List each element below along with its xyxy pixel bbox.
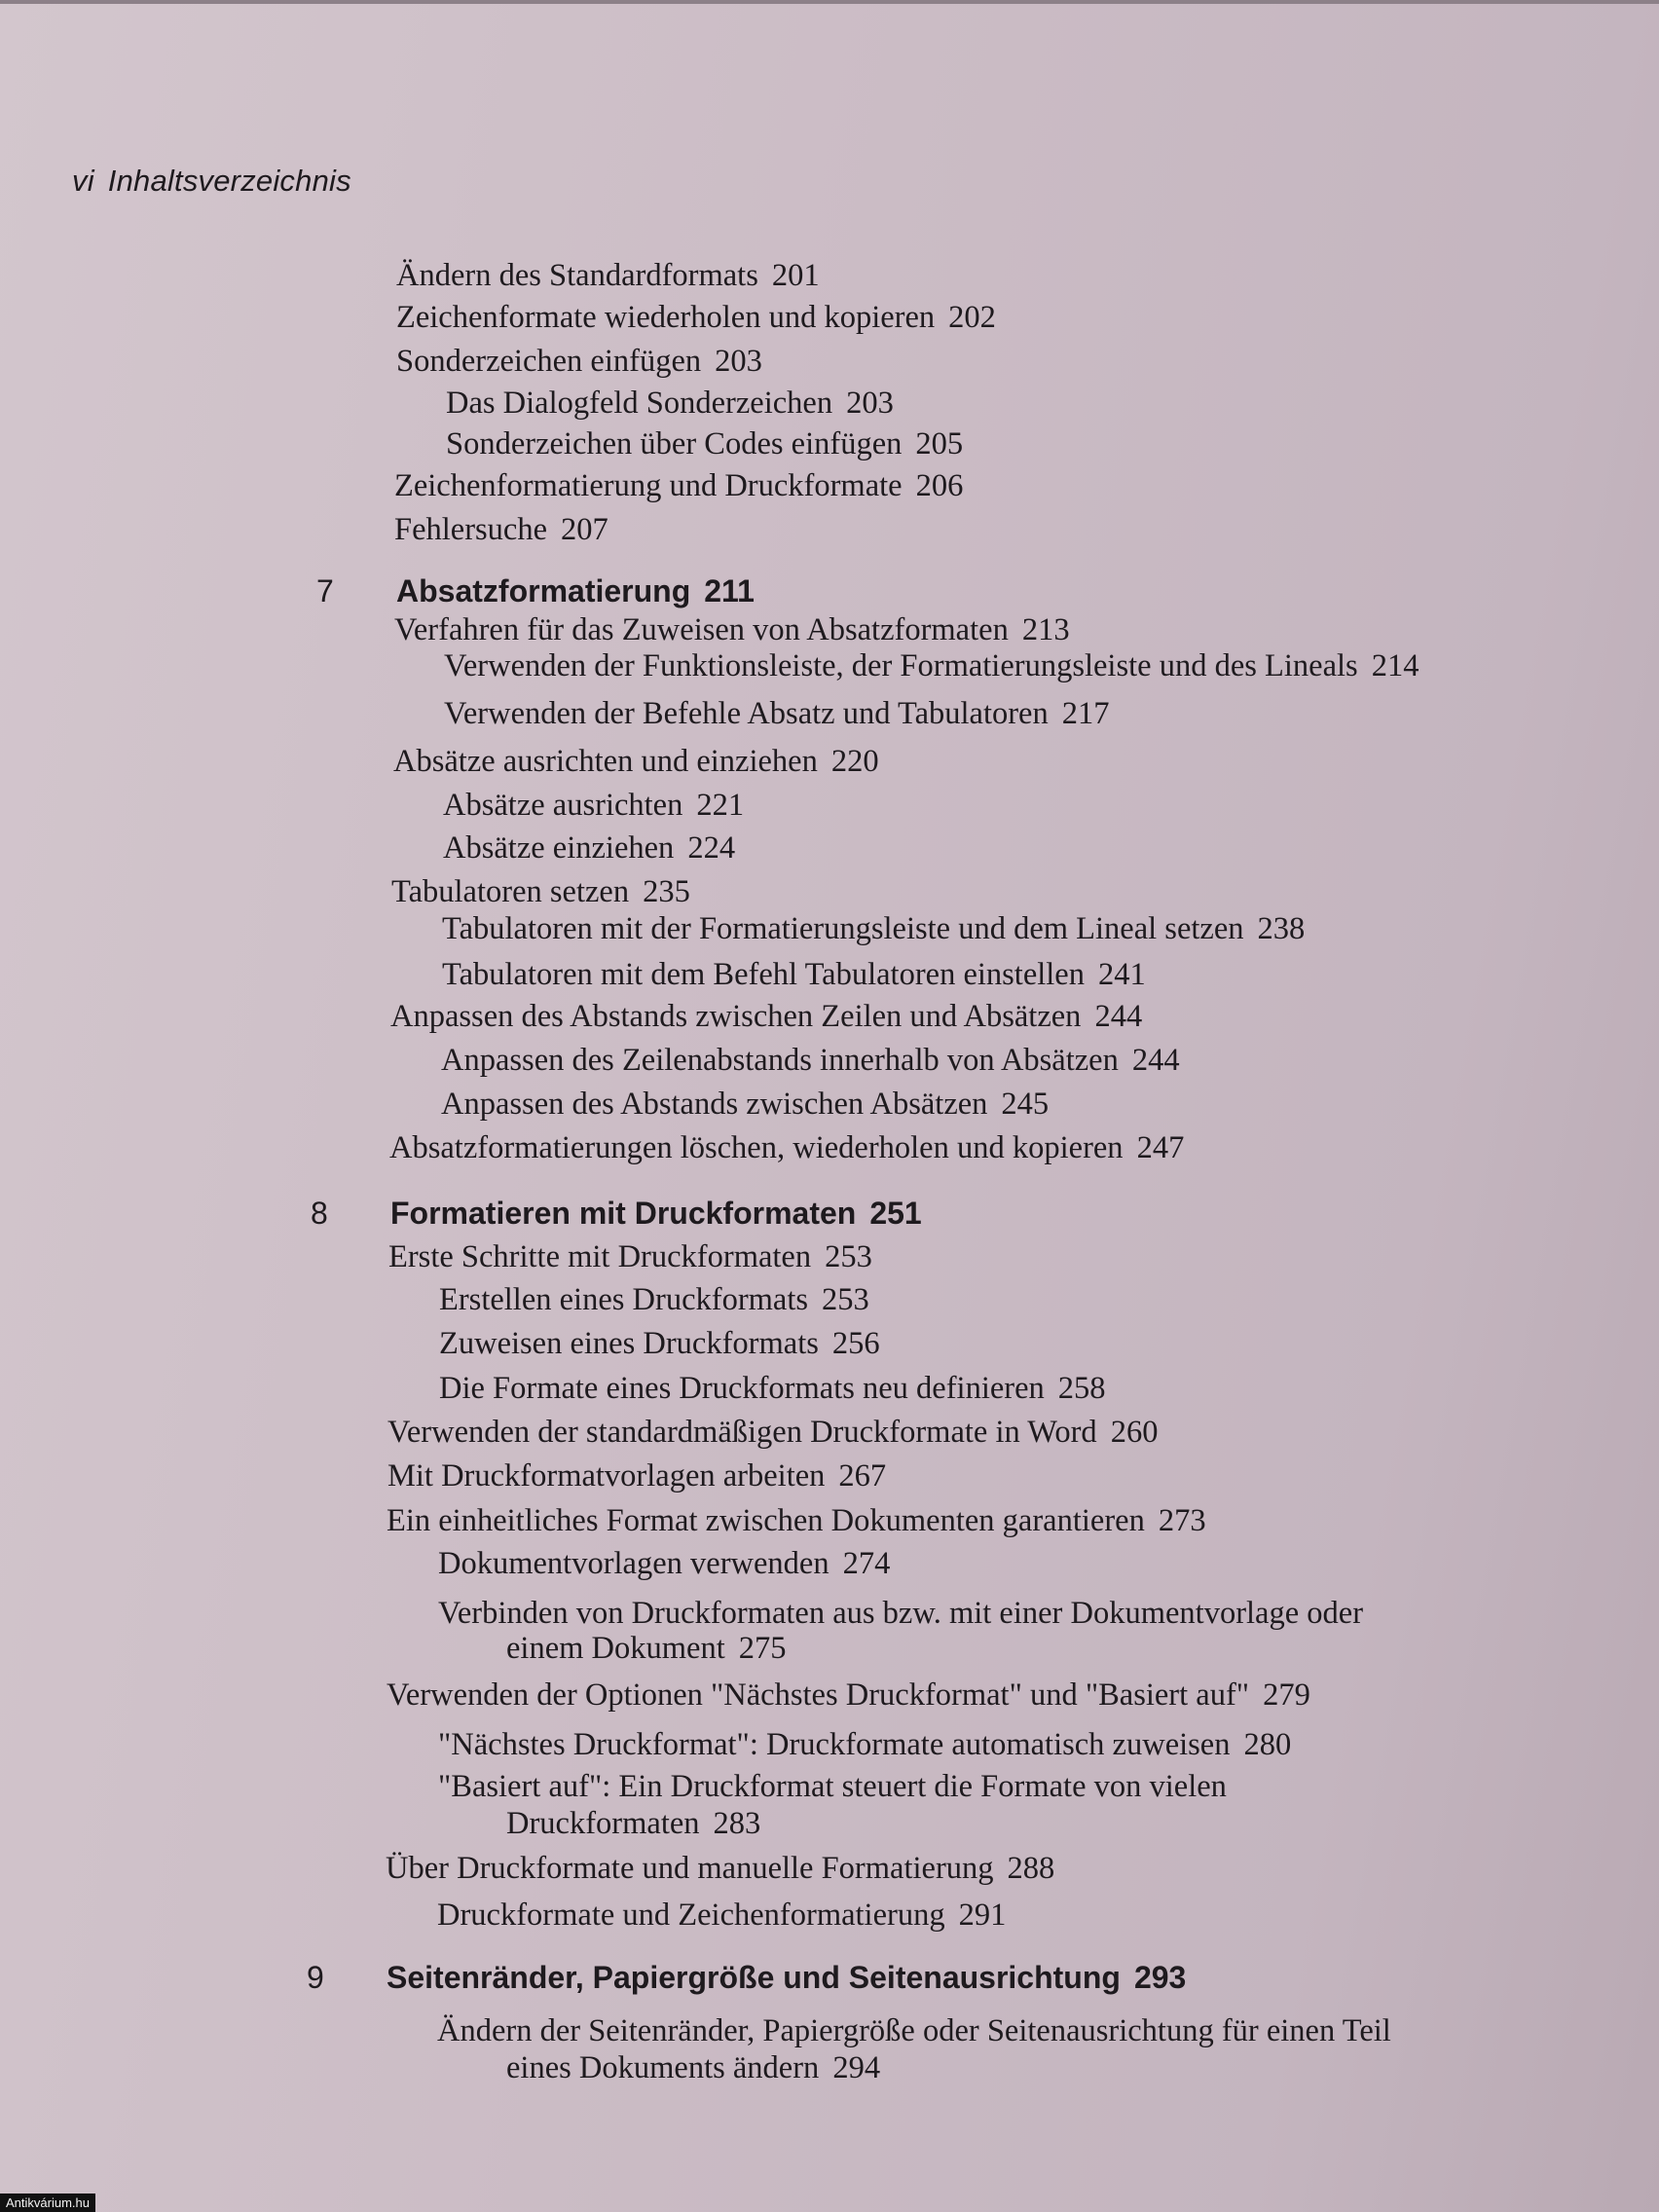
toc-entry-text: Tabulatoren setzen — [391, 874, 630, 909]
toc-entry-text: Sonderzeichen einfügen — [396, 344, 702, 379]
toc-entry-page: 217 — [1061, 696, 1110, 731]
chapter-page: 251 — [869, 1196, 922, 1231]
toc-entry-page: 221 — [696, 788, 745, 823]
toc-entry-text: Ein einheitliches Format zwischen Dokumenten garantieren — [387, 1503, 1145, 1538]
toc-entry — [441, 1086, 1049, 1123]
toc-entry-page: 274 — [842, 1546, 891, 1581]
toc-entry-page: 241 — [1097, 957, 1146, 992]
toc-entry-text: Tabulatoren mit dem Befehl Tabulatoren einstellen — [442, 957, 1085, 992]
toc-entry-page: 207 — [561, 512, 608, 547]
toc-entry-page: 244 — [1094, 999, 1143, 1034]
toc-entry-page: 201 — [771, 258, 820, 293]
toc-entry-text: "Basiert auf": Ein Druckformat steuert die Formate von vielen — [438, 1769, 1227, 1804]
toc-entry — [438, 1726, 1291, 1763]
toc-entry-page: 224 — [687, 830, 736, 866]
toc-entry-text: Die Formate eines Druckformats neu definieren — [439, 1371, 1045, 1406]
toc-entry — [388, 1238, 872, 1275]
toc-entry-page: 253 — [822, 1282, 869, 1317]
toc-entry-text: Zuweisen eines Druckformats — [439, 1326, 819, 1361]
toc-entry-text: Anpassen des Abstands zwischen Absätzen — [441, 1087, 988, 1122]
toc-entry — [387, 1502, 1206, 1539]
chapter-page: 211 — [704, 573, 755, 608]
toc-entry-page: 205 — [915, 426, 964, 461]
toc-entry-text: Absätze ausrichten und einziehen — [393, 744, 818, 779]
toc-entry — [438, 1595, 1377, 1632]
toc-entry-page: 214 — [1371, 648, 1419, 683]
page-number-roman: vi — [72, 164, 94, 198]
toc-entry-page: 245 — [1001, 1087, 1050, 1122]
toc-entry-text: Erstellen eines Druckformats — [439, 1282, 809, 1317]
toc-entry-page: 247 — [1136, 1130, 1185, 1165]
toc-entry-text: "Nächstes Druckformat": Druckformate automatisch zuweisen — [438, 1727, 1231, 1762]
toc-entry-text: eines Dokuments ändern — [506, 2050, 820, 2085]
chapter-number: 8 — [311, 1196, 328, 1231]
toc-entry — [439, 1325, 880, 1362]
toc-entry-page: 203 — [846, 386, 894, 421]
chapter-heading-8 — [311, 1195, 922, 1232]
toc-entry-text: Absatzformatierungen löschen, wiederholen und kopieren — [389, 1130, 1124, 1165]
toc-entry-page: 267 — [838, 1458, 887, 1493]
toc-entry-text: Verwenden der Funktionsleiste, der Formatierungsleiste und des Lineals — [444, 648, 1358, 683]
toc-entry-text: Ändern der Seitenränder, Papiergröße oder Seitenausrichtung für einen Teil — [437, 2013, 1391, 2048]
toc-entry-page: 258 — [1057, 1371, 1106, 1406]
toc-entry — [441, 1042, 1180, 1079]
toc-entry — [387, 1414, 1158, 1451]
toc-entry-page: 206 — [915, 468, 964, 503]
toc-entry-text: Verfahren für das Zuweisen von Absatzformaten — [394, 612, 1009, 647]
toc-entry — [393, 743, 879, 780]
toc-entry-text: einem Dokument — [506, 1631, 725, 1666]
toc-entry-page: 244 — [1131, 1043, 1180, 1078]
toc-entry-text: Anpassen des Zeilenabstands innerhalb von Absätzen — [441, 1043, 1119, 1078]
toc-entry-page: 253 — [825, 1239, 872, 1274]
toc-entry — [443, 787, 744, 824]
toc-entry — [389, 1129, 1184, 1166]
watermark-label: Antikvárium.hu — [0, 2194, 95, 2212]
toc-entry-text: Zeichenformate wiederholen und kopieren — [396, 300, 936, 335]
toc-entry — [387, 1677, 1310, 1714]
chapter-title: Formatieren mit Druckformaten — [390, 1196, 857, 1231]
toc-entry — [444, 647, 1419, 684]
toc-entry — [394, 511, 608, 548]
toc-entry-text: Anpassen des Abstands zwischen Zeilen und Absätzen — [390, 999, 1082, 1034]
toc-entry — [506, 1805, 760, 1842]
toc-entry — [439, 1370, 1106, 1407]
toc-entry — [443, 830, 735, 866]
toc-entry-text: Über Druckformate und manuelle Formatierung — [386, 1851, 994, 1886]
toc-entry-text: Absätze einziehen — [443, 830, 675, 866]
toc-entry-text: Zeichenformatierung und Druckformate — [394, 468, 903, 503]
toc-entry-page: 260 — [1110, 1415, 1159, 1450]
chapter-title: Absatzformatierung — [396, 573, 691, 608]
toc-entry-text: Ändern des Standardformats — [396, 258, 758, 293]
toc-entry — [439, 1281, 869, 1318]
chapter-heading-7 — [316, 572, 755, 609]
toc-entry — [394, 611, 1070, 648]
toc-entry — [506, 1630, 787, 1667]
toc-entry — [387, 1457, 886, 1494]
toc-entry-text: Sonderzeichen über Codes einfügen — [446, 426, 903, 461]
toc-entry — [386, 1850, 1054, 1887]
toc-entry — [394, 467, 963, 504]
toc-entry — [438, 1545, 890, 1582]
toc-entry — [506, 2049, 880, 2086]
toc-entry-page: 279 — [1263, 1677, 1310, 1713]
toc-entry-page: 273 — [1158, 1503, 1206, 1538]
toc-entry-page: 275 — [738, 1631, 787, 1666]
toc-entry — [390, 998, 1142, 1035]
toc-entry-page: 280 — [1243, 1727, 1292, 1762]
toc-entry — [446, 425, 963, 462]
toc-entry-text: Verwenden der Befehle Absatz und Tabulatoren — [444, 696, 1049, 731]
toc-entry-text: Verwenden der Optionen "Nächstes Druckformat" und "Basiert auf" — [387, 1677, 1250, 1713]
toc-entry-page: 294 — [832, 2050, 881, 2085]
toc-entry-page: 213 — [1021, 612, 1070, 647]
toc-entry — [438, 1768, 1240, 1805]
toc-entry-text: Tabulatoren mit der Formatierungsleiste und dem Lineal setzen — [442, 911, 1244, 946]
toc-entry — [446, 385, 894, 422]
toc-entry-page: 203 — [715, 344, 762, 379]
chapter-title: Seitenränder, Papiergröße und Seitenausrichtung — [387, 1960, 1121, 1995]
toc-entry-text: Druckformaten — [506, 1806, 700, 1841]
toc-entry-text: Absätze ausrichten — [443, 788, 683, 823]
toc-entry-page: 202 — [948, 300, 996, 335]
toc-entry-page: 238 — [1257, 911, 1306, 946]
toc-entry-text: Dokumentvorlagen verwenden — [438, 1546, 830, 1581]
toc-entry — [437, 2012, 1405, 2049]
toc-entry-page: 291 — [958, 1898, 1007, 1933]
toc-entry — [396, 343, 762, 380]
toc-entry-page: 220 — [830, 744, 879, 779]
toc-entry — [442, 956, 1146, 993]
toc-entry-page: 283 — [713, 1806, 761, 1841]
chapter-heading-9 — [307, 1959, 1187, 1996]
toc-entry-page: 235 — [643, 874, 690, 909]
toc-entry-text: Druckformate und Zeichenformatierung — [437, 1898, 945, 1933]
toc-entry-text: Erste Schritte mit Druckformaten — [388, 1239, 812, 1274]
header-title: Inhaltsverzeichnis — [107, 164, 351, 198]
toc-entry — [396, 299, 996, 336]
toc-entry-text: Mit Druckformatvorlagen arbeiten — [387, 1458, 826, 1493]
toc-entry — [444, 695, 1109, 732]
chapter-number: 9 — [307, 1960, 324, 1995]
toc-entry — [391, 873, 690, 910]
chapter-number: 7 — [316, 573, 334, 608]
toc-entry — [442, 910, 1305, 947]
toc-entry-text: Verwenden der standardmäßigen Druckformate in Word — [387, 1415, 1097, 1450]
toc-entry-text: Fehlersuche — [394, 512, 548, 547]
toc-entry — [437, 1897, 1006, 1934]
toc-entry-text: Verbinden von Druckformaten aus bzw. mit einer Dokumentvorlage oder — [438, 1596, 1364, 1631]
toc-entry-page: 256 — [831, 1326, 880, 1361]
toc-entry — [396, 257, 820, 294]
toc-entry-text: Das Dialogfeld Sonderzeichen — [446, 386, 833, 421]
chapter-page: 293 — [1133, 1960, 1187, 1995]
toc-entry-page: 288 — [1007, 1851, 1055, 1886]
